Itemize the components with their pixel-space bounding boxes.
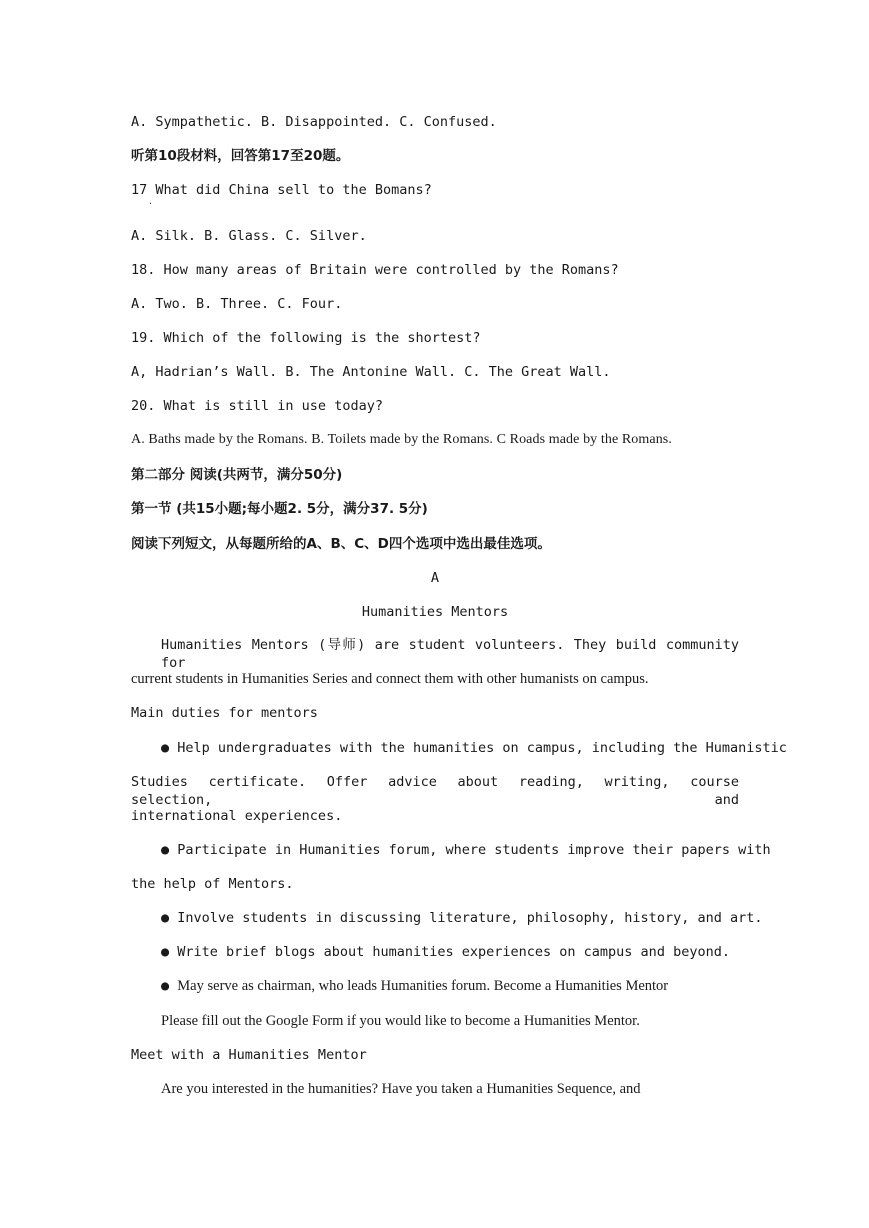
section10-heading: 听第10段材料，回答第17至20题。: [131, 148, 350, 164]
passage-letter: A: [430, 570, 440, 586]
meet-heading: Meet with a Humanities Mentor: [131, 1047, 367, 1063]
bullet-icon: ●: [161, 978, 170, 994]
bullet-5: [161, 977, 739, 995]
bullet-2-line-1: [161, 841, 771, 859]
q18-options: A. Two. B. Three. C. Four.: [131, 296, 343, 312]
reading-instructions: 阅读下列短文，从每题所给的A、B、C、D四个选项中选出最佳选项。: [131, 536, 551, 552]
bullet-1-line-1: [161, 739, 787, 757]
bullet-4: [161, 943, 739, 961]
duties-heading: Main duties for mentors: [131, 705, 318, 721]
bullet-text: Help undergraduates with the humanities on campus, including the Humanistic: [177, 740, 787, 756]
q16-options: A. Sympathetic. B. Disappointed. C. Confused.: [131, 114, 497, 130]
q17-question: 17 What did China sell to the Bomans?: [131, 182, 432, 198]
bullet-1-line-2: Studies certificate. Offer advice about reading, writing, course selection, and: [131, 774, 739, 808]
q20-options: A. Baths made by the Romans. B. Toilets made by the Romans. C Roads made by the Romans.: [131, 432, 672, 447]
intro-line-1: Humanities Mentors (导师) are student volunteers. They build community for: [161, 637, 739, 671]
bullet-icon: ●: [161, 740, 170, 756]
q19-options: A, Hadrian’s Wall. B. The Antonine Wall. C. The Great Wall.: [131, 364, 611, 380]
bullet-text: Involve students in discussing literature, philosophy, history, and art.: [177, 910, 763, 926]
q17-options: A. Silk. B. Glass. C. Silver.: [131, 228, 367, 244]
q18-question: 18. How many areas of Britain were controlled by the Romans?: [131, 262, 619, 278]
intro-line-2: current students in Humanities Series and connect them with other humanists on campus.: [131, 671, 649, 687]
last-line: Are you interested in the humanities? Have you taken a Humanities Sequence, and: [161, 1081, 641, 1097]
bullet-text: Participate in Humanities forum, where students improve their papers with: [177, 842, 771, 858]
q19-question: 19. Which of the following is the shortest?: [131, 330, 481, 346]
form-line: Please fill out the Google Form if you would like to become a Humanities Mentor.: [161, 1013, 640, 1029]
bullet-icon: ●: [161, 910, 170, 926]
bullet-icon: ●: [161, 842, 170, 858]
bullet-text: Write brief blogs about humanities experiences on campus and beyond.: [177, 944, 730, 960]
bullet-3: [161, 909, 763, 927]
passage-title: Humanities Mentors: [361, 604, 509, 620]
bullet-icon: ●: [161, 944, 170, 960]
q20-question: 20. What is still in use today?: [131, 398, 383, 414]
bullet-text: May serve as chairman, who leads Humanities forum. Become a Humanities Mentor: [177, 978, 669, 994]
section1-heading: 第一节 (共15小题;每小题2. 5分，满分37. 5分): [131, 501, 428, 517]
part2-heading: 第二部分 阅读(共两节，满分50分): [131, 467, 343, 483]
bullet-1-line-3: international experiences.: [131, 808, 343, 824]
stray-dot: ·: [148, 199, 153, 208]
bullet-2-line-2: the help of Mentors.: [131, 876, 294, 892]
